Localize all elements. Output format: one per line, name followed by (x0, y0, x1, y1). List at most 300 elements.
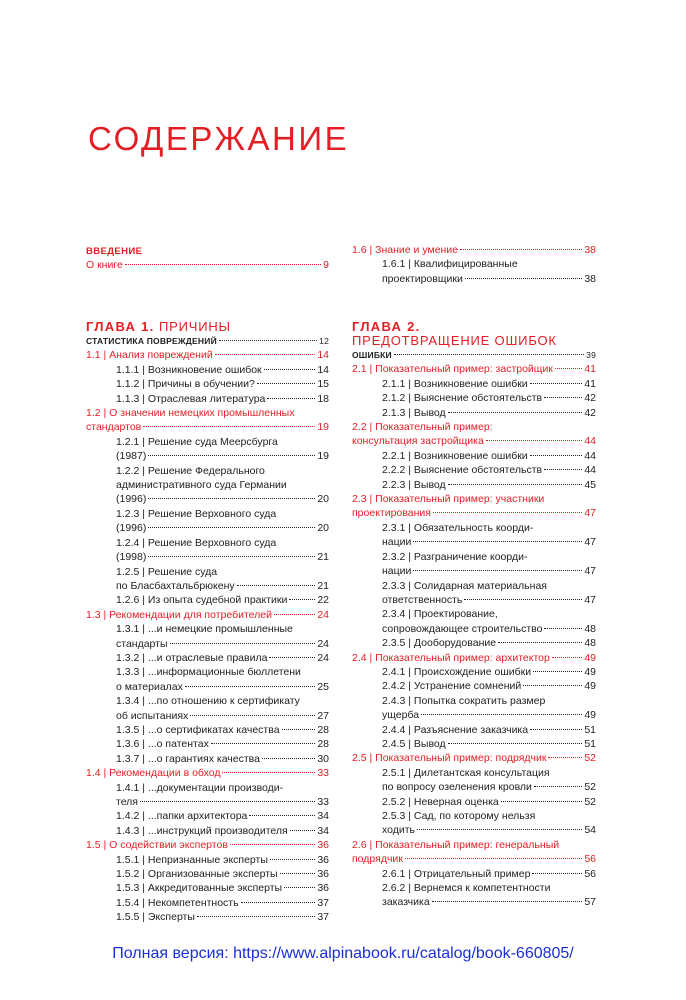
toc-entry-title: 1.5.5 | Эксперты (116, 911, 195, 924)
toc-page-number: 38 (584, 272, 596, 285)
toc-section[interactable] (86, 608, 329, 622)
toc-section[interactable] (352, 838, 596, 867)
toc-entry-title: 1.3.7 | ...о гарантиях качества (116, 752, 260, 765)
toc-page-number: 52 (584, 795, 596, 808)
dot-leader (249, 814, 315, 816)
toc-page-number: 34 (317, 824, 329, 837)
toc-row (86, 766, 329, 780)
toc-subsection[interactable] (116, 593, 329, 607)
toc-entry-title: проектирования (352, 507, 431, 520)
chapter-2-column (352, 320, 596, 910)
toc-page-number: 36 (317, 839, 329, 852)
toc-entry-title: 2.1.2 | Выяснение обстоятельств (382, 392, 543, 405)
toc-entry-title: ОШИБКИ (352, 350, 392, 360)
dot-leader (433, 511, 582, 513)
toc-row (382, 780, 596, 794)
toc-entry-title: 1.3 | Рекомендации для потребителей (86, 608, 272, 621)
dot-leader (290, 829, 316, 831)
toc-entry-title: теля (116, 796, 138, 808)
toc-entry-title: 1.5.1 | Непризнанные эксперты (116, 853, 268, 866)
toc-entry-title: 2.4 | Показательный пример: архитектор (352, 651, 550, 664)
toc-subsection[interactable] (116, 651, 329, 665)
toc-row (116, 593, 329, 607)
toc-subsection[interactable] (116, 464, 329, 507)
toc-page-number: 9 (323, 259, 329, 271)
toc-page-number: 28 (317, 723, 329, 736)
toc-row (116, 853, 329, 867)
toc-entry-title: 2.1.1 | Возникновение ошибки (382, 377, 528, 390)
toc-page-number: 47 (584, 565, 596, 578)
toc-entry-line: 1.2.2 | Решение Федерального (116, 464, 265, 477)
toc-entry-line: 2.6.2 | Вернемся к компетентности (382, 882, 551, 895)
toc-subsection[interactable] (382, 391, 596, 405)
dot-leader (448, 483, 583, 485)
toc-section[interactable] (352, 751, 596, 765)
toc-entry-title: 1.4 | Рекомендации в обход (86, 767, 221, 780)
dot-leader (211, 742, 315, 744)
toc-page-number: 49 (584, 709, 596, 722)
toc-section[interactable] (86, 258, 329, 272)
toc-row (382, 622, 596, 636)
toc-section[interactable] (352, 362, 596, 376)
toc-entry-title: 1.4.3 | ...инструкций производителя (116, 824, 288, 837)
toc-entry-title: по вопросу озеленения кровли (382, 781, 532, 794)
toc-page-number: 24 (317, 608, 329, 621)
toc-row (116, 723, 329, 737)
toc-entry-title: заказчика (382, 896, 430, 909)
toc-page-number: 36 (317, 882, 329, 895)
toc-entry-title: о материалах (116, 680, 183, 693)
toc-entry-title: 2.4.5 | Вывод (382, 737, 446, 750)
toc-row (86, 258, 329, 272)
toc-subsection[interactable] (116, 809, 329, 823)
dot-leader (523, 684, 582, 686)
toc-row (382, 708, 596, 722)
dot-leader (140, 800, 315, 802)
toc-subsection[interactable] (382, 377, 596, 391)
chapter-2-heading (352, 320, 596, 348)
toc-page-number: 18 (317, 392, 329, 405)
toc-row (116, 492, 329, 506)
toc-row (116, 637, 329, 651)
toc-row (116, 737, 329, 751)
dot-leader (257, 382, 316, 384)
toc-subsection[interactable] (116, 665, 329, 694)
dot-leader (262, 757, 315, 759)
toc-page-number: 21 (317, 551, 329, 564)
toc-entry-line: 2.3.2 | Разграничение коорди- (382, 550, 528, 563)
dot-leader (448, 742, 583, 744)
toc-row (116, 377, 329, 391)
toc-subsection[interactable] (382, 636, 596, 650)
toc-entry-title: СТАТИСТИКА ПОВРЕЖДЕНИЙ (86, 336, 217, 346)
dot-leader (264, 368, 316, 370)
toc-page-number: 51 (584, 737, 596, 750)
toc-entry-line: 2.5.3 | Сад, по которому нельзя (382, 810, 536, 822)
dot-leader (237, 584, 316, 586)
toc-entry-line: 1.6.1 | Квалифицированные (382, 258, 518, 271)
dot-leader (498, 641, 582, 643)
toc-subsection[interactable] (116, 565, 329, 594)
toc-row (116, 752, 329, 766)
toc-page-number: 52 (584, 752, 596, 765)
toc-page-number: 14 (317, 363, 329, 376)
dot-leader (486, 439, 582, 441)
toc-row (382, 478, 596, 492)
dot-leader (413, 540, 582, 542)
toc-entry-title: ходить (382, 824, 416, 837)
dot-leader (185, 685, 315, 687)
toc-entry-line: 2.2 | Показательный пример: (352, 421, 493, 434)
dot-leader (544, 396, 582, 398)
toc-row (116, 579, 329, 593)
toc-row (116, 392, 329, 406)
toc-subsection[interactable] (382, 723, 596, 737)
toc-entry-title: (1996) (116, 522, 147, 535)
dot-leader (267, 397, 315, 399)
toc-page-number: 47 (584, 507, 596, 520)
dot-leader (448, 411, 583, 413)
toc-page-number: 57 (584, 896, 596, 909)
toc-subsection[interactable] (116, 867, 329, 881)
dot-leader (274, 613, 315, 615)
toc-entry-title: ответственность (382, 593, 463, 606)
toc-page-number: 41 (584, 363, 596, 376)
toc-section[interactable] (86, 838, 329, 852)
toc-subsection[interactable] (116, 723, 329, 737)
toc-subsection[interactable] (382, 607, 596, 636)
toc-entry-title: консультация застройщика (352, 435, 484, 448)
toc-page-number: 19 (317, 421, 329, 434)
toc-entry-title: 2.3.5 | Дооборудование (382, 637, 497, 650)
dot-leader (555, 367, 582, 369)
toc-page-number: 24 (317, 637, 329, 650)
chapter-1-toc (86, 334, 329, 925)
toc-row (86, 608, 329, 622)
dot-leader (548, 756, 582, 758)
dot-leader (464, 598, 582, 600)
toc-subsection[interactable] (382, 881, 596, 910)
toc-row (382, 679, 596, 693)
chapter-1-heading (86, 320, 329, 334)
toc-row (86, 838, 329, 852)
toc-page-number: 27 (317, 709, 329, 722)
toc-row (352, 651, 596, 665)
toc-row (116, 809, 329, 823)
dot-leader (190, 714, 315, 716)
toc-page-number: 36 (317, 853, 329, 866)
toc-row (382, 665, 596, 679)
toc-row (116, 795, 329, 809)
toc-page-number: 56 (584, 867, 596, 880)
dot-leader (143, 425, 315, 427)
toc-page-number: 47 (584, 593, 596, 606)
toc-entry-title: 1.3.6 | ...о патентах (116, 738, 209, 751)
toc-page-number: 37 (317, 911, 329, 924)
dot-leader (280, 872, 316, 874)
toc-entry-title: стандарты (116, 637, 168, 650)
toc-section[interactable] (352, 243, 596, 257)
toc-row (382, 377, 596, 391)
toc-entry-line: 1.4.1 | ...документации производи- (116, 781, 284, 794)
toc-entry-line: 1.3.4 | ...по отношению к сертификату (116, 695, 300, 708)
dot-leader (534, 785, 582, 787)
toc-subsection[interactable] (382, 795, 596, 809)
toc-section[interactable] (86, 348, 329, 362)
full-version-link[interactable]: Полная версия: https://www.alpinabook.ru/catalog/book-660805/ (112, 945, 574, 962)
toc-page-number: 14 (317, 349, 329, 362)
toc-row (382, 463, 596, 477)
toc-page-number: 36 (317, 868, 329, 881)
dot-leader (413, 569, 582, 571)
toc-page-number: 19 (317, 450, 329, 463)
toc-row (382, 636, 596, 650)
toc-entry-title: 2.1 | Показательный пример: застройщик (352, 363, 553, 376)
dot-leader (284, 886, 315, 888)
chapter-1-title: ПРИЧИНЫ (158, 319, 231, 334)
toc-row (382, 272, 596, 286)
page-title: СОДЕРЖАНИЕ (88, 120, 350, 157)
toc-subsection[interactable] (116, 737, 329, 751)
toc-row (116, 680, 329, 694)
toc-page-number: 49 (584, 680, 596, 693)
toc-subsection[interactable] (116, 896, 329, 910)
chapter-1-label: ГЛАВА 1. (86, 319, 155, 334)
toc-subsection[interactable] (116, 824, 329, 838)
toc-entry-title: 1.1 | Анализ повреждений (86, 349, 213, 362)
dot-leader (394, 353, 584, 355)
toc-subsection[interactable] (382, 550, 596, 579)
toc-page-number: 56 (584, 853, 596, 866)
toc-subhead[interactable] (86, 334, 329, 348)
toc-row (116, 449, 329, 463)
toc-section[interactable] (86, 766, 329, 780)
toc-page-number: 20 (317, 493, 329, 506)
toc-page-number: 52 (584, 781, 596, 794)
dot-leader (530, 454, 583, 456)
toc-entry-title: 1.1.1 | Возникновение ошибок (116, 363, 262, 376)
toc-subsection[interactable] (116, 507, 329, 536)
toc-row (116, 709, 329, 723)
dot-leader (215, 353, 316, 355)
toc-entry-title: 1.1.2 | Причины в обучении? (116, 378, 255, 391)
toc-page-number: 44 (584, 449, 596, 462)
toc-row (352, 506, 596, 520)
toc-row (86, 348, 329, 362)
toc-page-number: 49 (584, 665, 596, 678)
toc-subsection[interactable] (382, 478, 596, 492)
intro-list (86, 258, 329, 272)
toc-entry-title: 1.5.3 | Аккредитованные эксперты (116, 882, 283, 895)
toc-subhead[interactable] (352, 348, 596, 362)
toc-entry-line: 1.3.3 | ...информационные бюллетени (116, 666, 301, 679)
dot-leader (241, 901, 316, 903)
toc-row (382, 723, 596, 737)
toc-subsection[interactable] (382, 809, 596, 838)
toc-page-number: 34 (317, 810, 329, 823)
toc-page-number: 48 (584, 622, 596, 635)
dot-leader (148, 555, 315, 557)
toc-entry-title: 2.2.2 | Выяснение обстоятельств (382, 464, 543, 477)
dot-leader (530, 382, 583, 384)
toc-subsection[interactable] (116, 752, 329, 766)
toc-row (116, 867, 329, 881)
toc-page-number: 39 (586, 350, 596, 360)
toc-subsection[interactable] (382, 867, 596, 881)
toc-entry-line: 1.2.5 | Решение суда (116, 565, 218, 578)
toc-entry-title: 1.5.2 | Организованные эксперты (116, 868, 278, 881)
toc-subsection[interactable] (116, 853, 329, 867)
toc-entry-line: 1.2.4 | Решение Верховного суда (116, 536, 277, 549)
toc-entry-title: по Бласбахтальбрюкену (116, 579, 235, 592)
toc-entry-title: О книге (86, 259, 123, 271)
toc-subsection[interactable] (382, 737, 596, 751)
toc-subsection[interactable] (382, 694, 596, 723)
toc-entry-title: 2.6.1 | Отрицательный пример (382, 867, 531, 880)
dot-leader (282, 728, 316, 730)
toc-entry-line: 2.3.3 | Солидарная материальная (382, 579, 547, 592)
dot-leader (532, 872, 582, 874)
dot-leader (421, 713, 582, 715)
toc-entry-line: административного суда Германии (116, 479, 287, 492)
toc-entry-title: 2.2.3 | Вывод (382, 478, 446, 491)
toc-entry-title: нации (382, 536, 412, 549)
toc-entry-line: 1.2.3 | Решение Верховного суда (116, 507, 277, 520)
toc-entry-title: подрядчик (352, 853, 403, 866)
toc-row (116, 824, 329, 838)
toc-subsection[interactable] (116, 377, 329, 391)
toc-subsection[interactable] (116, 910, 329, 924)
toc-subsection[interactable] (116, 694, 329, 723)
dot-leader (417, 828, 582, 830)
toc-entry-line: 2.3 | Показательный пример: участники (352, 493, 545, 506)
toc-entry-title: стандартов (86, 421, 142, 434)
toc-page-number: 44 (584, 435, 596, 448)
toc-entry-title: 1.6 | Знание и умение (352, 244, 459, 256)
toc-entry-title: 1.4.2 | ...папки архитектора (116, 810, 248, 823)
toc-subsection[interactable] (116, 881, 329, 895)
toc-entry-title: (1987) (116, 450, 147, 463)
toc-entry-line: 2.5.1 | Дилетантская консультация (382, 766, 550, 779)
toc-subsection[interactable] (382, 257, 596, 286)
toc-page-number: 47 (584, 536, 596, 549)
toc-row (116, 550, 329, 564)
dot-leader (219, 339, 317, 341)
toc-entry-line: 1.3.1 | ...и немецкие промышленные (116, 623, 293, 636)
toc-row (382, 895, 596, 909)
toc-page-number: 15 (317, 378, 329, 391)
dot-leader (125, 263, 321, 265)
toc-entry-line: 2.6 | Показательный пример: генеральный (352, 838, 560, 851)
dot-leader (289, 598, 315, 600)
toc-subsection[interactable] (382, 679, 596, 693)
dot-leader (544, 627, 582, 629)
toc-subsection[interactable] (116, 536, 329, 565)
dot-leader (501, 800, 583, 802)
dot-leader (148, 454, 315, 456)
toc-page-number: 49 (584, 651, 596, 664)
dot-leader (270, 858, 315, 860)
toc-subsection[interactable] (116, 435, 329, 464)
toc-entry-title: (1996) (116, 493, 147, 506)
dot-leader (405, 857, 582, 859)
dot-leader (230, 843, 315, 845)
toc-section[interactable] (86, 406, 329, 435)
dot-leader (197, 915, 315, 917)
dot-leader (222, 771, 315, 773)
toc-row (352, 751, 596, 765)
chapter-2-toc (352, 348, 596, 910)
toc-intro-right (352, 243, 596, 286)
toc-subsection[interactable] (116, 781, 329, 810)
toc-entry-title: 1.3.2 | ...и отраслевые правила (116, 651, 268, 664)
chapter-2-title: ПРЕДОТВРАЩЕНИЕ ОШИБОК (352, 333, 557, 348)
toc-page-number: 45 (584, 478, 596, 491)
toc-subsection[interactable] (382, 579, 596, 608)
toc-subsection[interactable] (116, 622, 329, 651)
toc-entry-title: 1.2.6 | Из опыта судебной практики (116, 594, 288, 607)
toc-row (382, 823, 596, 837)
toc-row (382, 867, 596, 881)
toc-section[interactable] (352, 420, 596, 449)
dot-leader (530, 728, 582, 730)
toc-subsection[interactable] (116, 392, 329, 406)
dot-leader (552, 656, 582, 658)
toc-page-number: 24 (317, 651, 329, 664)
toc-entry-title: нации (382, 565, 412, 578)
toc-entry-title: 2.2.1 | Возникновение ошибки (382, 449, 528, 462)
toc-page-number: 21 (317, 579, 329, 592)
toc-section[interactable] (352, 651, 596, 665)
toc-section[interactable] (352, 492, 596, 521)
toc-page-number: 51 (584, 723, 596, 736)
toc-page-number: 33 (317, 796, 329, 808)
toc-row (352, 434, 596, 448)
toc-subsection[interactable] (382, 521, 596, 550)
toc-subsection[interactable] (382, 766, 596, 795)
toc-row (352, 243, 596, 257)
dot-leader (269, 656, 315, 658)
toc-row (116, 910, 329, 924)
toc-row (352, 362, 596, 376)
toc-page-number: 25 (317, 680, 329, 693)
toc-row (116, 363, 329, 377)
dot-leader (170, 642, 316, 644)
toc-subsection[interactable] (382, 463, 596, 477)
dot-leader (544, 468, 582, 470)
dot-leader (148, 526, 315, 528)
toc-subsection[interactable] (382, 406, 596, 420)
toc-subsection[interactable] (382, 449, 596, 463)
toc-page-number: 30 (317, 752, 329, 765)
toc-subsection[interactable] (382, 665, 596, 679)
toc-entry-title: 2.4.1 | Происхождение ошибки (382, 665, 532, 678)
toc-row (382, 449, 596, 463)
toc-row (382, 593, 596, 607)
toc-page-number: 22 (317, 594, 329, 607)
toc-row (382, 795, 596, 809)
toc-entry-title: 1.5.4 | Некомпетентность (116, 896, 239, 909)
toc-row (86, 334, 329, 348)
toc-entry-title: 2.4.2 | Устранение сомнений (382, 680, 522, 693)
toc-entry-title: об испытаниях (116, 709, 189, 722)
toc-entry-title: (1998) (116, 551, 147, 564)
toc-row (382, 564, 596, 578)
toc-page-number: 12 (319, 336, 329, 346)
toc-subsection[interactable] (116, 363, 329, 377)
dot-leader (432, 900, 583, 902)
toc-page-number: 28 (317, 738, 329, 751)
